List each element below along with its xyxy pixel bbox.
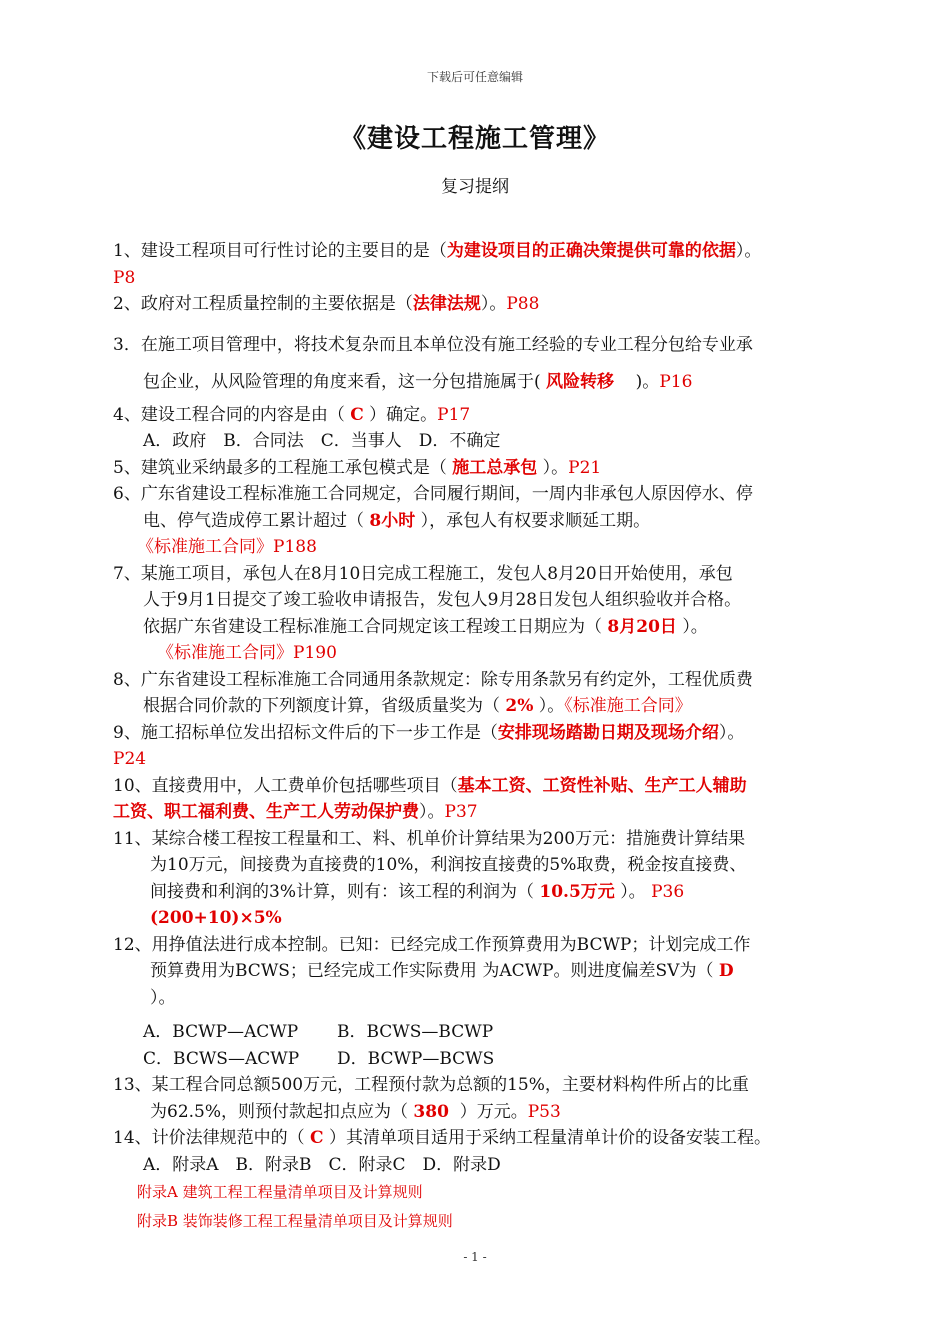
question-7: 7、某施工项目，承包人在8月10日完成工程施工，发包人8月20日开始使用，承包 人于9月1日提交了竣工验收申请报告，发包人9月28日发包人组织验收并合格。 依据广东省建设工程标准施工合同规定该工程竣工日期应为（ 8月20日 ）。 《标准施工合同》P190 <box>113 561 841 667</box>
question-3 <box>113 328 841 402</box>
answer: 为建设项目的正确决策提供可靠的依据 <box>446 241 736 261</box>
formula: (200+10)×5% <box>150 908 282 928</box>
answer: 2% <box>505 696 534 716</box>
page-ref: 《标准施工合同》 <box>564 696 692 716</box>
answer: 法律法规 <box>412 294 481 314</box>
question-list <box>113 238 841 1236</box>
answer-options: C．BCWS—ACWP D．BCWP—BCWS <box>143 1048 495 1069</box>
answer: D <box>718 961 734 981</box>
question-text: ）。 <box>480 294 507 314</box>
question-11: 11、某综合楼工程按工程量和工、料、机单价计算结果为200万元：措施费计算结果 为10万元，间接费为直接费的10%，利润按直接费的5%取费，税金按直接费、 间接费和利润的3%计算，则有：该工程的利润为（ 10.5万元 ）。 P36 (200+10)×5% <box>113 826 841 932</box>
page-ref: 《标准施工合同》P188 <box>137 537 317 557</box>
page-ref: P37 <box>444 802 478 822</box>
question-line: 包企业，从风险管理的角度来看，这一分包措施属于( 风险转移 )。P16 <box>143 371 693 392</box>
answer: 基本工资、工资性补贴、生产工人辅助 <box>457 775 747 796</box>
question-12: 12、用挣值法进行成本控制。已知：已经完成工作预算费用为BCWP；计划完成工作 预算费用为BCWS；已经完成工作实际费用 为ACWP。则进度偏差SV为（ D ）。 A．BCWP—ACWP B．BCWS—BCWP C．BCWS—ACWP D．BCWP—BCWS <box>113 932 841 1073</box>
question-1 <box>113 238 841 265</box>
page-number: - 1 - <box>463 1250 487 1264</box>
answer: 安排现场踏勘日期及现场介绍 <box>497 722 719 743</box>
question-9: 9、施工招标单位发出招标文件后的下一步工作是（安排现场踏勘日期及现场介绍）。 P24 <box>113 720 841 773</box>
page-ref: P21 <box>568 457 602 478</box>
answer-options: A．BCWP—ACWP B．BCWS—BCWP <box>143 1022 494 1042</box>
page-ref: P8 <box>113 267 136 288</box>
page-ref: 《标准施工合同》P190 <box>157 643 337 663</box>
answer: 工资、职工福利费、生产工人劳动保护费 <box>113 802 419 822</box>
page-ref: P36 <box>651 881 685 902</box>
document-subtitle: 复习提纲 <box>441 177 509 197</box>
question-14: 14、计价法律规范中的（ C ）其清单项目适用于采纳工程量清单计价的设备安装工程。 A．附录A B．附录B C．附录C D．附录D 附录A 建筑工程工程量清单项目及计算规则 附录B 装饰装修工程工程量清单项目及计算规则 <box>113 1125 841 1236</box>
answer: 8月20日 <box>607 616 677 637</box>
answer: 10.5万元 <box>539 881 615 902</box>
question-5: 5、建筑业采纳最多的工程施工承包模式是（ 施工总承包 ）。P21 <box>113 457 602 478</box>
document-title: 《建设工程施工管理》 <box>339 124 610 154</box>
answer-options: A．附录A B．附录B C．附录C D．附录D <box>143 1154 501 1175</box>
answer: 380 <box>413 1101 449 1122</box>
answer: 风险转移 <box>546 371 615 392</box>
answer: 8小时 <box>369 510 416 531</box>
question-10: 10、直接费用中，人工费单价包括哪些项目（基本工资、工资性补贴、生产工人辅助 工资、职工福利费、生产工人劳动保护费）。P37 <box>113 775 747 822</box>
question-2 <box>113 291 841 318</box>
page-ref: P17 <box>437 404 471 425</box>
appendix-note: 附录B 装饰装修工程工程量清单项目及计算规则 <box>137 1212 453 1230</box>
answer: C <box>310 1128 324 1148</box>
question-text: 3．在施工项目管理中，将技术复杂而且本单位没有施工经验的专业工程分包给专业承 <box>113 334 753 355</box>
page-ref: P16 <box>659 371 693 392</box>
page-ref: P88 <box>506 294 540 314</box>
question-8: 8、广东省建设工程标准施工合同通用条款规定：除专用条款另有约定外，工程优质费 根据合同价款的下列额度计算，省级质量奖为（ 2% ）。《标准施工合同》 <box>113 669 753 716</box>
question-text: 1、建设工程项目可行性讨论的主要目的是（ <box>113 241 447 261</box>
answer: 施工总承包 <box>452 457 538 478</box>
page-ref: P53 <box>527 1101 561 1122</box>
question-13: 13、某工程合同总额500万元，工程预付款为总额的15%，主要材料构件所占的比重 为62.5%，则预付款起扣点应为（ 380 ）万元。P53 <box>113 1075 749 1122</box>
answer-options: A．政府 B．合同法 C．当事人 D．不确定 <box>143 431 501 451</box>
answer: C <box>350 404 364 425</box>
question-4: 4、建设工程合同的内容是由（ C ）确定。P17 A．政府 B．合同法 C．当事人 D．不确定 <box>113 402 841 455</box>
page-header: 下载后可任意编辑 <box>426 70 523 84</box>
page-ref: P24 <box>113 749 147 769</box>
question-text: ）。 <box>735 241 762 261</box>
question-6: 6、广东省建设工程标准施工合同规定，合同履行期间，一周内非承包人原因停水、停 电、停气造成停工累计超过（ 8小时 ），承包人有权要求顺延工期。 《标准施工合同》P188 <box>113 481 841 561</box>
appendix-note: 附录A 建筑工程工程量清单项目及计算规则 <box>137 1183 423 1201</box>
question-text: 2、政府对工程质量控制的主要依据是（ <box>113 294 413 314</box>
